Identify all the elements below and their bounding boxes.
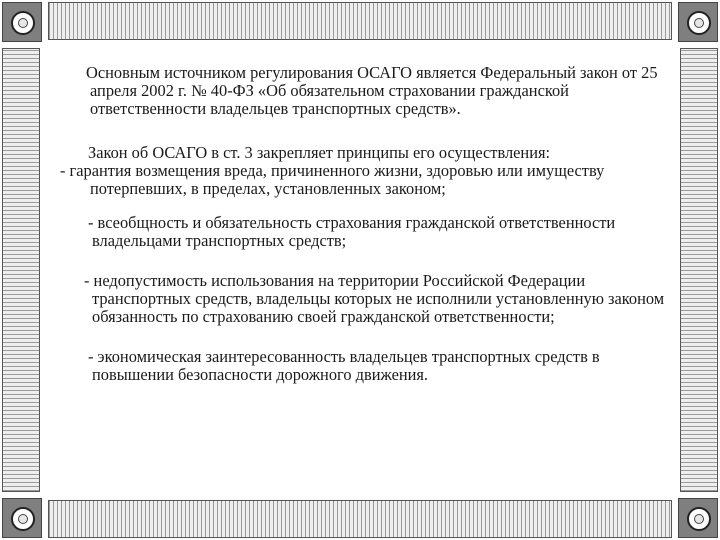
intro-paragraph: Основным источником регулирования ОСАГО является Федеральный закон от 25 апреля 2002 г. № 40-ФЗ «Об обязательном страховании гражданской ответственности владельцев транспортных средств». [86, 63, 658, 118]
left-border-bar [2, 48, 40, 492]
top-border-bar [48, 2, 672, 40]
ring-icon [11, 507, 35, 531]
ring-icon [687, 507, 711, 531]
ring-icon [11, 11, 35, 35]
corner-ornament-bottom-right [678, 498, 718, 538]
ring-icon [687, 11, 711, 35]
right-border-bar [680, 48, 718, 492]
principle-item: - гарантия возмещения вреда, причиненного жизни, здоровью или имуществу потерпевших, в пределах, установленных законом; [60, 161, 605, 198]
principle-item: - экономическая заинтересованность владельцев транспортных средств в повышении безопасности дорожного движения. [88, 347, 600, 384]
bottom-border-bar [48, 500, 672, 538]
slide-body [60, 56, 670, 384]
principles-heading: Закон об ОСАГО в ст. 3 закрепляет принципы его осуществления: [88, 143, 551, 162]
principle-item: - недопустимость использования на территории Российской Федерации транспортных средств, владельцы которых не исполнили установленную законом обязанность по страхованию своей гражданской ответственности; [84, 271, 665, 326]
corner-ornament-bottom-left [2, 498, 42, 538]
principle-item: - всеобщность и обязательность страхования гражданской ответственности владельцами транспортных средств; [88, 213, 616, 250]
corner-ornament-top-left [2, 2, 42, 42]
corner-ornament-top-right [678, 2, 718, 42]
